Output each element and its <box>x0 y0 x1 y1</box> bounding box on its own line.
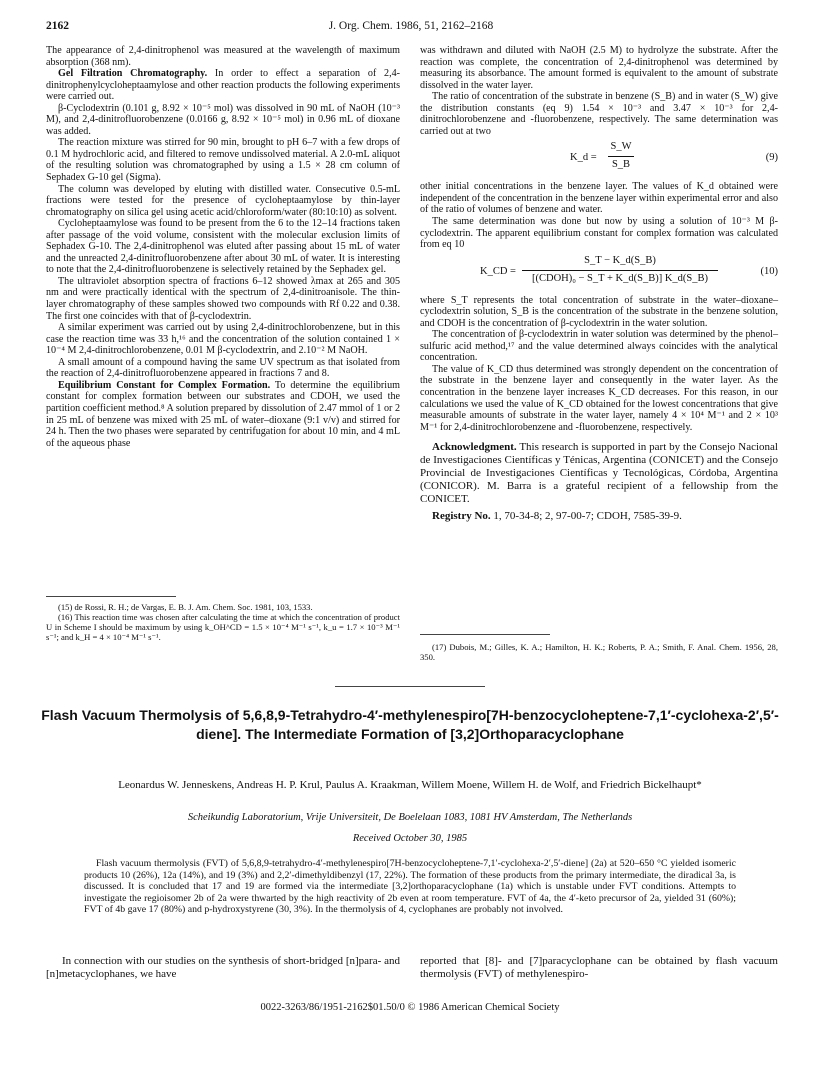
paragraph: reported that [8]- and [7]paracyclophane can be obtained by flash vacuum thermolysis (FVT) of methylenespiro- <box>420 955 778 980</box>
article-affiliation: Scheikundig Laboratorium, Vrije Universiteit, De Boelelaan 1083, 1081 HV Amsterdam, The Netherlands <box>187 812 633 823</box>
right-column <box>420 45 778 523</box>
paragraph: β-Cyclodextrin (0.101 g, 8.92 × 10⁻⁵ mol) was dissolved in 90 mL of NaOH (10⁻³ M), and 2,4-dinitrofluorobenzene (0.0166 g, 8.92 × 10⁻⁵ mol) in 0.96 mL of dioxane was added. <box>46 102 400 137</box>
intro-left-column <box>46 955 400 981</box>
acknowledgment: Acknowledgment. This research is supported in part by the Consejo Nacional de Investigaciones Científicas y Ténicas, Argentina (CONICET) and the Consejo Provincial de Investigaciones Científicas y Tecnológicas, Córdoba, Argentina (CONICOR). M. Barra is a grateful recipient of a fellowship from the CONICET. <box>420 441 778 506</box>
section-heading: Gel Filtration Chromatography. <box>58 68 208 80</box>
paragraph: where S_T represents the total concentration of substrate in the water–dioxane–cyclodextrin solution, S_B is the concentration of the substrate in the benzene solution, and CDOH is the concentration of β-cyclodextrin in the water solution. <box>420 294 778 329</box>
paragraph: In connection with our studies on the synthesis of short-bridged [n]para- and [n]metacyclophanes, we have <box>46 955 400 980</box>
equation-denominator: [(CDOH)₀ − S_T + K_d(S_B)] K_d(S_B) <box>531 272 709 284</box>
article-authors: Leonardus W. Jenneskens, Andreas H. P. Krul, Paulus A. Kraakman, Willem Moene, Willem H. de Wolf, and Friedrich Bickelhaupt* <box>118 779 702 791</box>
paragraph: The appearance of 2,4-dinitrophenol was measured at the wavelength of maximum absorption (368 nm). <box>46 45 400 68</box>
left-column <box>46 45 400 449</box>
intro-right-column <box>420 955 778 981</box>
paragraph: Cycloheptaamylose was found to be present from the 6 to the 12–14 fractions taken after passage of the void volume, consistent with the molecular exclusion limits of Sephadex G-10. The 2,4-dinitrophenol was eluted after passing about 15 mL of water and the unreacted 2,4-dinitrofluorobenzene after about 30 mL of water. It is interesting to note that the 2,4-dinitrofluorobenzene is selectively retained by the Sephadex gel. <box>46 218 400 276</box>
paragraph: The column was developed by eluting with distilled water. Consecutive 0.5-mL fractions were tested for the presence of cycloheptaamylose by thin-layer chromatography on silica gel using acetic acid/chloroform/water (80:10:10) as solvent. <box>46 183 400 218</box>
equation-10 <box>420 255 778 291</box>
paragraph: The ultraviolet absorption spectra of fractions 6–12 showed λmax at 265 and 305 nm and were practically identical with the spectrum of 2,4-dinitroanisole. The thin-layer chromatography of these samples showed two compounds with Rf 0.22 and 0.38. The first one coincides with that of β-cyclodextrin. <box>46 275 400 322</box>
equation-lhs: K_d = <box>570 152 597 164</box>
paragraph: other initial concentrations in the benzene layer. The values of K_d obtained were independent of the concentration in the benzene layer within experimental error and also of the ratio of volumes of benzene and water. <box>420 181 778 216</box>
paragraph: was withdrawn and diluted with NaOH (2.5 M) to hydrolyze the substrate. After the reaction was complete, the concentration of 2,4-dinitrophenol was determined by measuring its absorbance. The amount formed is equivalent to the amount of substrate dissolved in the water layer. <box>420 45 778 91</box>
received-date: Received October 30, 1985 <box>352 833 468 844</box>
paragraph: The value of K_CD thus determined was strongly dependent on the concentration of the substrate in the benzene layer and consequently in the water layer. As the concentration in the benzene layer increases K_CD decreases. For this reason, in our calculations we used the value of K_CD obtained for the lowest concentrations that give measurable amounts of substrate in the water layer, namely 4 × 10⁴ M⁻¹ and 2 × 10³ M⁻¹ for 2,4-dinitrochlorobenzene and -fluorobenzene, respectively. <box>420 363 778 433</box>
paragraph: Equilibrium Constant for Complex Formation. To determine the equilibrium constant for complex formation between our substrates and CDOH, we used the partition coefficient method.⁸ A solution prepared by dissolution of 2.47 mmol of 1 or 2 in 25 mL of benzene was mixed with 25 mL of water–dioxane (9:1 v/v) and stirred for 24 h. Then the two phases were separated by centrifugation for about 10 min, and 4 mL of the aqueous phase <box>46 379 400 449</box>
paragraph: A small amount of a compound having the same UV spectrum as that isolated from the reaction of 2,4-dinitrofluorobenzene appeared in fractions 7 and 8. <box>46 356 400 380</box>
footnote: (15) de Rossi, R. H.; de Vargas, E. B. J. Am. Chem. Soc. 1981, 103, 1533. <box>58 602 313 612</box>
page-number: 2162 <box>46 20 69 32</box>
registry-numbers: Registry No. 1, 70-34-8; 2, 97-00-7; CDOH, 7585-39-9. <box>432 510 682 523</box>
footnote: (17) Dubois, M.; Gilles, K. A.; Hamilton, H. K.; Roberts, P. A.; Smith, F. Anal. Chem. 1956, 28, 350. <box>420 642 778 662</box>
left-footnotes <box>46 602 400 642</box>
paragraph: The ratio of concentration of the substrate in benzene (S_B) and in water (S_W) give the distribution constants (eq 9) 1.54 × 10⁻³ and 3.47 × 10⁻³ for 2,4-dinitrochlorobenzene and -fluorobenzene, respectively. The same determination was carried out at two <box>420 91 778 137</box>
paragraph: A similar experiment was carried out by using 2,4-dinitrochlorobenzene, but in this case the reaction time was 33 h,¹⁶ and the concentration of the solution contained 1 × 10⁻⁴ M 2,4-dinitrochlorobenzene, 0.01 M β-cyclodextrin, and 2.10⁻² M NaOH. <box>46 322 400 357</box>
section-heading: Acknowledgment. <box>432 441 517 454</box>
equation-numerator: S_W <box>610 141 632 153</box>
equation-9 <box>420 141 778 177</box>
footnote: (16) This reaction time was chosen after calculating the time at which the concentration of product U in Scheme I should be maximum by using k_OH^CD = 1.5 × 10⁻⁴ M⁻¹ s⁻¹, k_u = 1.7 × 10⁻³ M⁻¹ s⁻¹; and k_H = 4 × 10⁻⁴ M⁻¹ s⁻¹. <box>46 612 400 642</box>
paragraph: The concentration of β-cyclodextrin in water solution was determined by the phenol–sulfuric acid method,¹⁷ and the value determined always coincides with the analytical concentration. <box>420 329 778 364</box>
equation-number: (9) <box>765 152 778 164</box>
footnote-rule <box>420 634 550 635</box>
paragraph: The same determination was done but now by using a solution of 10⁻³ M β-cyclodextrin. The apparent equilibrium constant for complex formation was calculated from eq 10 <box>420 216 778 251</box>
section-heading: Equilibrium Constant for Complex Formation. <box>58 379 271 391</box>
equation-number: (10) <box>760 265 778 277</box>
fraction-bar <box>608 156 634 157</box>
page-footer: 0022-3263/86/1951-2162$01.50/0 © 1986 American Chemical Society <box>260 1002 560 1013</box>
paragraph: Gel Filtration Chromatography. In order to effect a separation of 2,4-dinitrophenylcycloheptaamylose and other reaction products the following experiments were carried out. <box>46 68 400 103</box>
article-separator <box>335 686 485 687</box>
abstract <box>84 858 736 916</box>
right-footnotes <box>420 642 778 662</box>
equation-lhs: K_CD = <box>480 265 516 277</box>
footnote-rule <box>46 596 176 597</box>
fraction-bar <box>522 270 718 271</box>
running-header <box>46 20 776 36</box>
journal-citation: J. Org. Chem. 1986, 51, 2162–2168 <box>328 20 494 32</box>
section-heading: Registry No. <box>432 510 491 523</box>
equation-numerator: S_T − K_d(S_B) <box>584 254 656 266</box>
article-title: Flash Vacuum Thermolysis of 5,6,8,9-Tetrahydro-4′-methylenespiro[7H-benzocycloheptene-7,1′-cyclohexa-2′,5′-diene]. The Intermediate Formation of [3,2]Orthoparacyclophane <box>41 707 779 742</box>
equation-denominator: S_B <box>611 159 631 171</box>
abstract-text: Flash vacuum thermolysis (FVT) of 5,6,8,9-tetrahydro-4′-methylenespiro[7H-benzocycloheptene-7,1′-cyclohexa-2′,5′-diene] (2a) at 520–650 °C yielded isomeric products 10 (26%), 12a (14%), and 19 (3%) and 2,2′-dimethyldibenzyl (17, 22%). The formation of these products from the primary intermediate, the diradical 3a, is discussed. It is concluded that 17 and 19 are formed via the intermediate [3,2]orthoparacyclophane (1a) which is unstable under FVT conditions. Attempts to investigate the regioisomer 2b of 2a were thwarted by the high reactivity of 2b even at room temperature. FVT of 4a, the 4′-keto precursor of 2a, yielded 31 (60%); FVT of 4b gave 17 (80%) and p-hydroxystyrene (30, 3%). In the thermolysis of 4, cyclophanes are probably not involved. <box>84 858 736 916</box>
paragraph: The reaction mixture was stirred for 90 min, brought to pH 6–7 with a few drops of 0.1 M hydrochloric acid, and filtered to remove undissolved material. A 2.0-mL aliquot of the resulting solution was chromatographed by using a 1.5 × 28 cm column of Sephadex G-10 gel (Sigma). <box>46 137 400 184</box>
